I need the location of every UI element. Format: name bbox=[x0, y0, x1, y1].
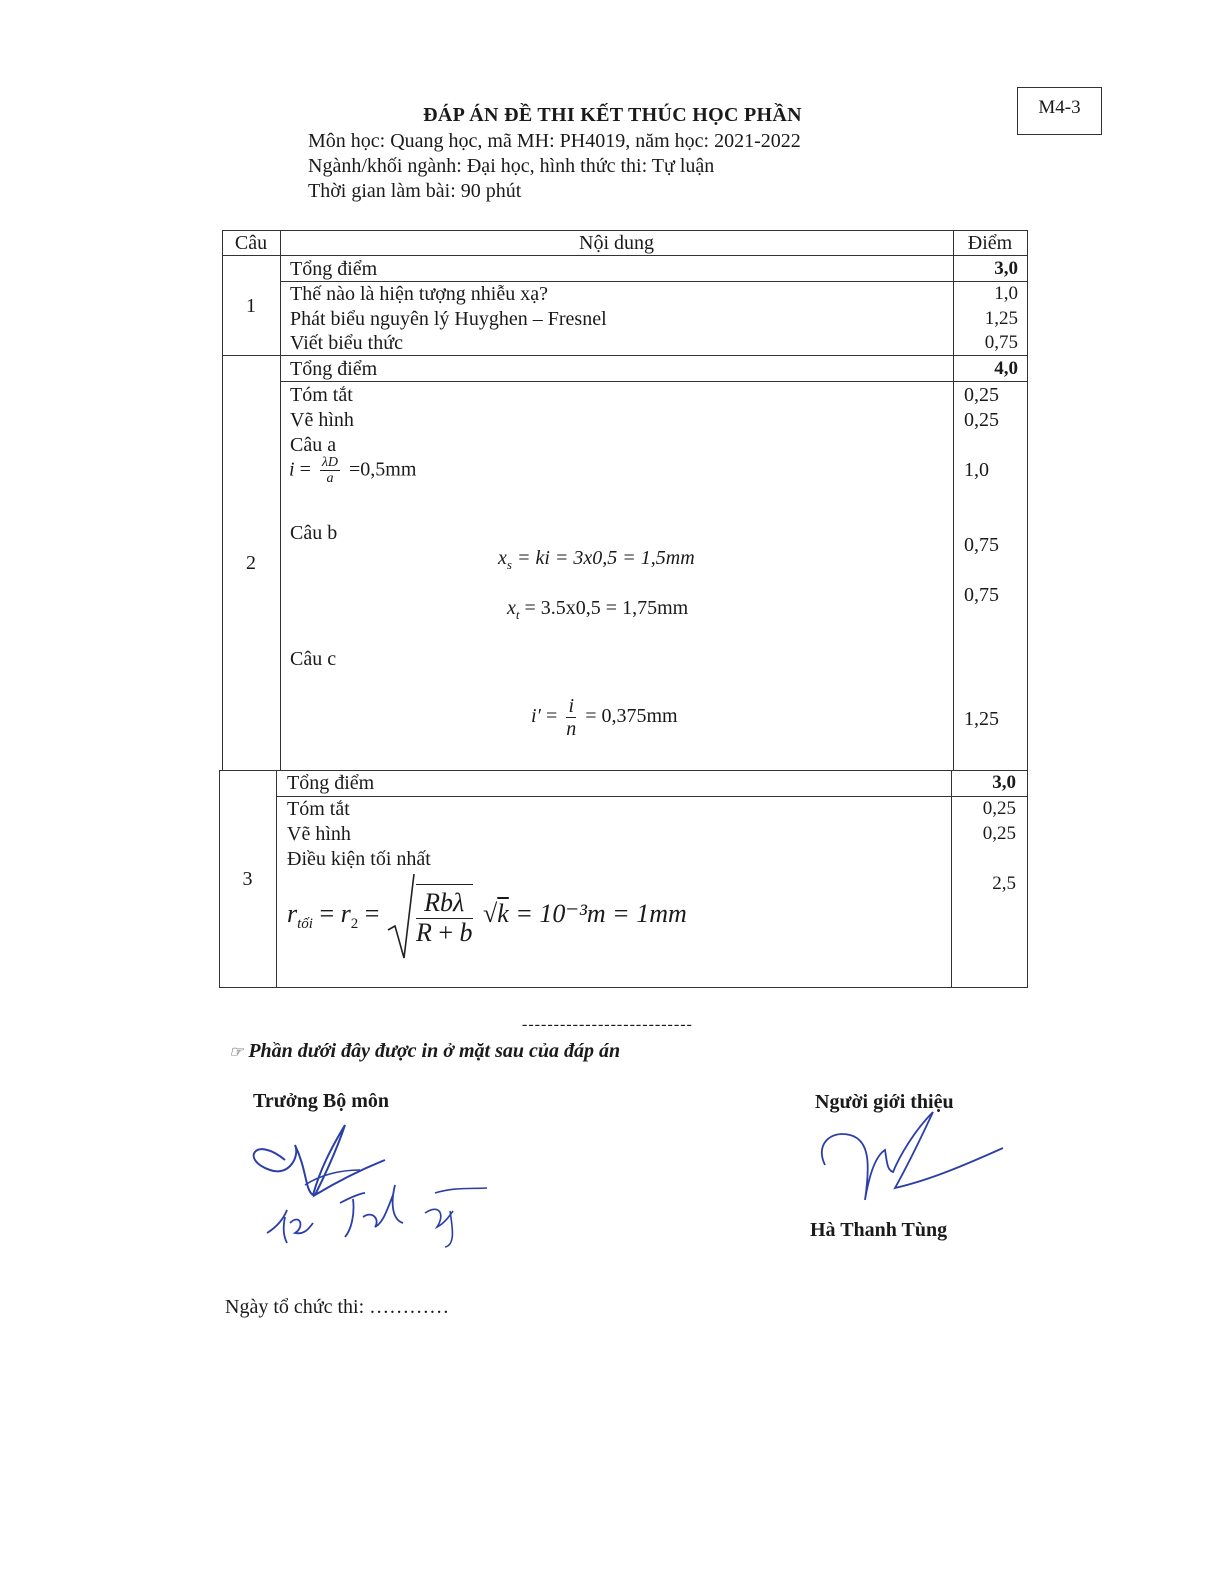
header-noidung: Nội dung bbox=[579, 232, 654, 254]
q2-tomtat: Tóm tắt bbox=[290, 384, 353, 406]
q2-formula-b1: $x_s$ = ki = 3x0,5 = 1,5mm bbox=[498, 547, 695, 572]
q1-item: Phát biểu nguyên lý Huyghen – Fresnel bbox=[290, 308, 607, 330]
q3-number: 3 bbox=[242, 868, 253, 890]
q3-vehinh: Vẽ hình bbox=[287, 823, 351, 845]
q2-c-score: 1,25 bbox=[964, 708, 999, 730]
q3-dieukien-score: 2,5 bbox=[992, 873, 1016, 894]
q1-number: 1 bbox=[246, 295, 256, 317]
q3-total-score: 3,0 bbox=[992, 772, 1016, 793]
q2-cau-c: Câu c bbox=[290, 648, 337, 670]
program-line: Ngành/khối ngành: Đại học, hình thức thi: Tự luận bbox=[308, 155, 715, 177]
q1-total-label: Tổng điểm bbox=[290, 258, 378, 280]
q1-item-score: 1,0 bbox=[994, 283, 1018, 304]
duration-line: Thời gian làm bài: 90 phút bbox=[308, 180, 522, 202]
q2-vehinh-score: 0,25 bbox=[964, 409, 999, 431]
q2-cau-b: Câu b bbox=[290, 522, 338, 544]
back-side-note: ☞ Phần dưới đây được in ở mặt sau của đáp án bbox=[229, 1040, 621, 1062]
header-diem: Điểm bbox=[967, 232, 1013, 254]
header-cau: Câu bbox=[234, 232, 268, 254]
q2-total-score: 4,0 bbox=[994, 358, 1018, 379]
left-signer-role: Trưởng Bộ môn bbox=[253, 1090, 390, 1112]
sqrt-sign bbox=[386, 872, 416, 960]
right-signer-name: Hà Thanh Tùng bbox=[810, 1219, 948, 1241]
document-title: ĐÁP ÁN ĐỀ THI KẾT THÚC HỌC PHẦN bbox=[423, 104, 802, 126]
q3-total-label: Tổng điểm bbox=[287, 772, 375, 794]
document-code: M4-3 bbox=[1017, 87, 1102, 135]
right-signer-role: Người giới thiệu bbox=[815, 1091, 954, 1113]
q1-total-score: 3,0 bbox=[994, 258, 1018, 279]
q1-item: Thế nào là hiện tượng nhiễu xạ? bbox=[290, 283, 548, 305]
q2-formula-b2: $x_t = 3.5x0,5 = 1,75mm$ bbox=[507, 597, 689, 622]
q1-item-score: 0,75 bbox=[984, 332, 1018, 353]
q2-formula-c: i′ = $\frac{i}{n}$ = 0,375mm bbox=[531, 695, 678, 740]
right-signature bbox=[815, 1110, 1010, 1205]
q3-formula: $r_{tối} = r_2$ = $\frac{\text{Rbλ}}{R + b}$ √k = 10⁻³m = 1mm bbox=[287, 872, 687, 960]
q2-tomtat-score: 0,25 bbox=[964, 384, 999, 406]
q2-b1-score: 0,75 bbox=[964, 534, 999, 556]
q3-dieukien: Điều kiện tối nhất bbox=[287, 848, 431, 870]
pointing-hand-icon: ☞ bbox=[229, 1044, 244, 1061]
q2-total-label: Tổng điểm bbox=[290, 358, 378, 380]
left-signature bbox=[245, 1115, 495, 1255]
q3-vehinh-score: 0,25 bbox=[982, 823, 1016, 844]
q1-item-score: 1,25 bbox=[984, 308, 1018, 329]
q2-b2-score: 0,75 bbox=[964, 584, 999, 606]
q2-vehinh: Vẽ hình bbox=[290, 409, 354, 431]
separator-dashes: --------------------------- bbox=[522, 1016, 693, 1033]
q3-tomtat-score: 0,25 bbox=[982, 798, 1016, 819]
q3-tomtat: Tóm tắt bbox=[287, 798, 350, 820]
q2-formula-a: i = $\frac{\lambda D}{a}$ =0,5mm bbox=[289, 455, 417, 487]
subject-line: Môn học: Quang học, mã MH: PH4019, năm học: 2021-2022 bbox=[308, 130, 801, 152]
q2-a-score: 1,0 bbox=[964, 459, 989, 481]
q2-cau-a: Câu a bbox=[290, 434, 337, 456]
q2-number: 2 bbox=[246, 552, 256, 574]
q1-item: Viết biểu thức bbox=[290, 332, 403, 354]
exam-date-line: Ngày tổ chức thi: ………… bbox=[225, 1296, 450, 1318]
